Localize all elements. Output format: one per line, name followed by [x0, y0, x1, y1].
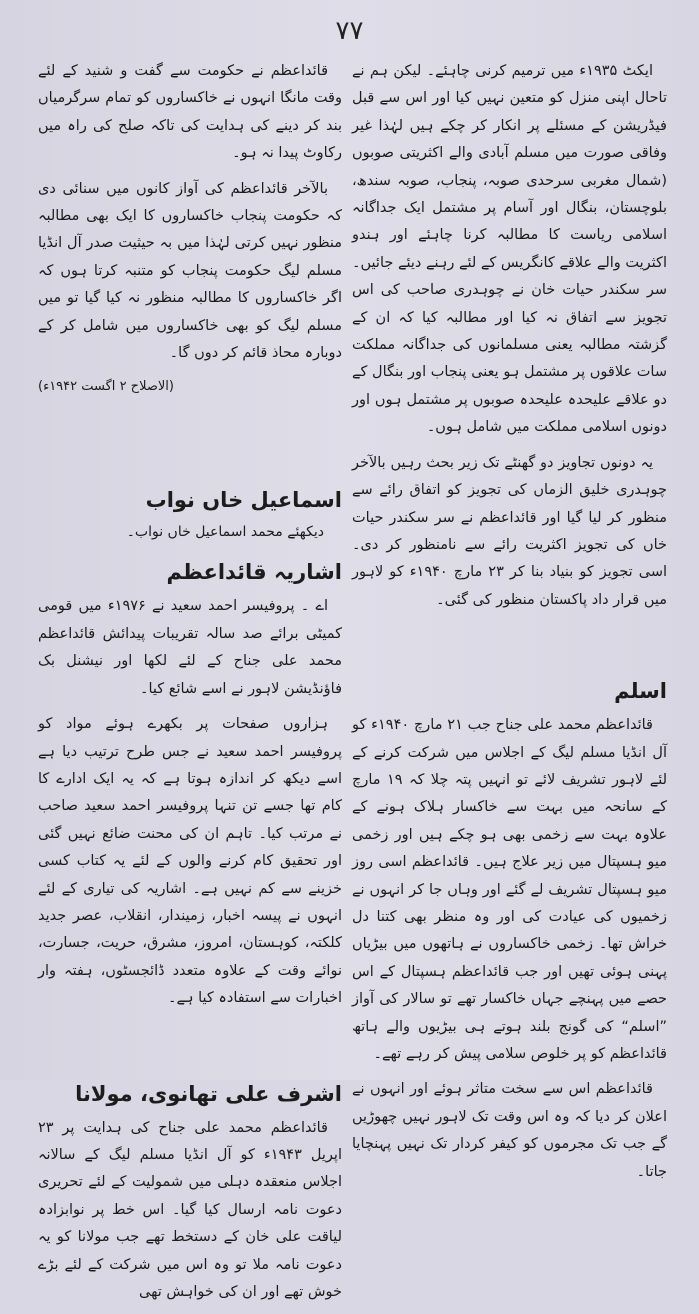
paragraph: قائداعظم محمد علی جناح جب ۲۱ مارچ ۱۹۴۰ء کو آل انڈیا مسلم لیگ کے اجلاس میں شرکت کرنے کے لئے لاہور تشریف لائے تو انہیں پتہ چلا کہ ۱۹ مارچ کے سانحہ میں بہت سے خاکسار ہلاک ہونے کے علاوہ بہت سے زخمی بھی ہو چکے ہیں اور زخمی میو ہسپتال میں زیر علاج ہیں۔ قائداعظم اسی روز میو ہسپتال تشریف لے گئے اور وہاں جا کر انہوں نے زخمیوں کی عیادت کی اور وہ منظر بھی کتنا دل خراش تھا۔ زخمی خاکساروں نے ہاتھوں میں بیڑیاں پہنی ہوئی تھیں اور جب قائداعظم ہسپتال کے اس حصے میں پہنچے جہاں خاکسار تھے تو سالار کی آواز ”اسلم“ کی گونج بلند ہوتے ہی بیڑیوں والے ہاتھ قائداعظم کو پر خلوص سلامی پیش کر رہے تھے۔	[352, 717, 668, 1062]
right-column	[352, 58, 667, 1194]
citation: (الاصلاح ۲ اگست ۱۹۴۲ء)	[38, 379, 174, 395]
section-heading: اشاریہ قائداعظم	[166, 560, 342, 585]
paragraph: یہ دونوں تجاویز دو گھنٹے تک زیر بحث رہیں بالآخر چوہدری خلیق الزماں کی تجویز کو اتفاق رائے سے منظور کر لیا گیا اور قائداعظم نے سر سکندر حیات خاں کی تجویز اکثریت رائے سے نامنظور کر دی۔ اسی تجویز کو بنیاد بنا کر ۲۳ مارچ ۱۹۴۰ء کو لاہور میں قرار داد پاکستان منظور کی گئی۔	[352, 454, 667, 608]
paragraph: ہزاروں صفحات پر بکھرے ہوئے مواد کو پروفیسر احمد سعید نے جس طرح ترتیب دیا ہے اسے دیکھ کر اندازہ ہوتا ہے کہ یہ ایک ادارے کا کام تھا جسے تن تنہا پروفیسر احمد سعید صاحب نے مرتب کیا۔ تاہم ان کی محنت ضائع نہیں گئی اور تحقیق کام کرنے والوں کے لئے یہ کتاب کسی خزینے سے کم نہیں ہے۔ اشاریہ کی تیاری کے لئے انہوں نے پیسہ اخبار، زمیندار، انقلاب، عصر جدید کلکتہ، کوہستان، امروز، مشرق، حریت، جسارت، نوائے وقت کے علاوہ متعدد ڈائجسٹوں، ہفتہ وار اخبارات سے استفادہ کیا ہے۔	[38, 716, 342, 1007]
paragraph: قائداعظم اس سے سخت متاثر ہوئے اور انہوں نے اعلان کر دیا کہ وہ اس وقت تک لاہور نہیں چھوڑیں گے جب تک مجرموں کو کیفر کردار تک نہیں پہنچایا جاتا۔	[352, 1081, 667, 1180]
paragraph: ایکٹ ۱۹۳۵ء میں ترمیم کرنی چاہئے۔ لیکن ہم نے تاحال اپنی منزل کو متعین نہیں کیا اور اس سے قبل فیڈریشن کے مسئلے پر انکار کر چکے ہیں لہٰذا غیر وفاقی صورت میں مسلم آبادی والے اکثریتی صوبوں (شمال مغربی سرحدی صوبہ، پنجاب، صوبہ سندھ، بلوچستان، بنگال اور آسام پر مشتمل ایک جداگانہ اسلامی ریاست کا مطالبہ کرنا چاہئے اور ہندو اکثریت والے علاقے کانگریس کے لئے رہنے دیئے جائیں۔ سر سکندر حیات خان نے چوہدری صاحب کی اس تجویز سے اتفاق نہ کیا اور مطالبہ کیا کہ ان کے گزشتہ مطالبہ یعنی مسلمانوں کی جداگانہ مملکت سات علاقوں پر مشتمل ہو یعنی پنجاب اور بنگال کے دو علاقے علیحدہ علیحدہ صوبوں پر مشتمل ہوں اور دونوں اسلامی مملکت میں شامل ہوں۔	[352, 63, 667, 436]
section-heading: اسلم	[614, 679, 667, 704]
paragraph: قائداعظم محمد علی جناح کی ہدایت پر ۲۳ اپریل ۱۹۴۳ء کو آل انڈیا مسلم لیگ کے سالانہ اجلاس منعقدہ دہلی میں شمولیت کے لئے تحریری دعوت نامہ ارسال کیا گیا۔ اس خط پر نوابزادہ لیاقت علی خان کے دستخط تھے جب مولانا کو یہ دعوت نامہ ملا تو وہ اس میں شرکت کے لئے بڑے خوش تھے اور ان کی خواہش تھی	[38, 1119, 342, 1300]
paragraph: اے ۔ پروفیسر احمد سعید نے ۱۹۷۶ء میں قومی کمیٹی برائے صد سالہ تقریبات پیدائش قائداعظم محمد علی جناح کے لئے لکھا اور نیشنل بک فاؤنڈیشن لاہور نے اسے شائع کیا۔	[38, 598, 342, 697]
section-heading: اسماعیل خاں نواب	[145, 488, 342, 513]
spacer	[38, 405, 342, 477]
spacer	[352, 622, 667, 668]
spacer	[38, 1021, 342, 1071]
paragraph: قائداعظم نے حکومت سے گفت و شنید کے لئے وقت مانگا انہوں نے خاکساروں کو تمام سرگرمیاں بند کر دینے کی ہدایت کی تاکہ صلح کی راہ میں رکاوٹ پیدا نہ ہو۔	[38, 63, 342, 162]
see-also-reference: دیکھئے محمد اسماعیل خاں نواب۔	[126, 524, 324, 541]
paragraph: بالآخر قائداعظم کی آواز کانوں میں سنائی دی کہ حکومت پنجاب خاکساروں کا ایک بھی مطالبہ منظور نہیں کرتی لہٰذا میں بہ حیثیت صدر آل انڈیا مسلم لیگ حکومت پنجاب کو متنبہ کرتا ہوں کہ اگر خاکساروں کا مطالبہ منظور نہ کیا گیا تو میں مسلم لیگ کو بھی خاکساروں میں شامل کر کے دوبارہ محاذ قائم کر دوں گا۔	[38, 180, 342, 362]
left-column	[38, 58, 342, 1314]
section-heading: اشرف علی تھانوی، مولانا	[75, 1081, 342, 1106]
page-number: ۷۷	[335, 16, 364, 46]
